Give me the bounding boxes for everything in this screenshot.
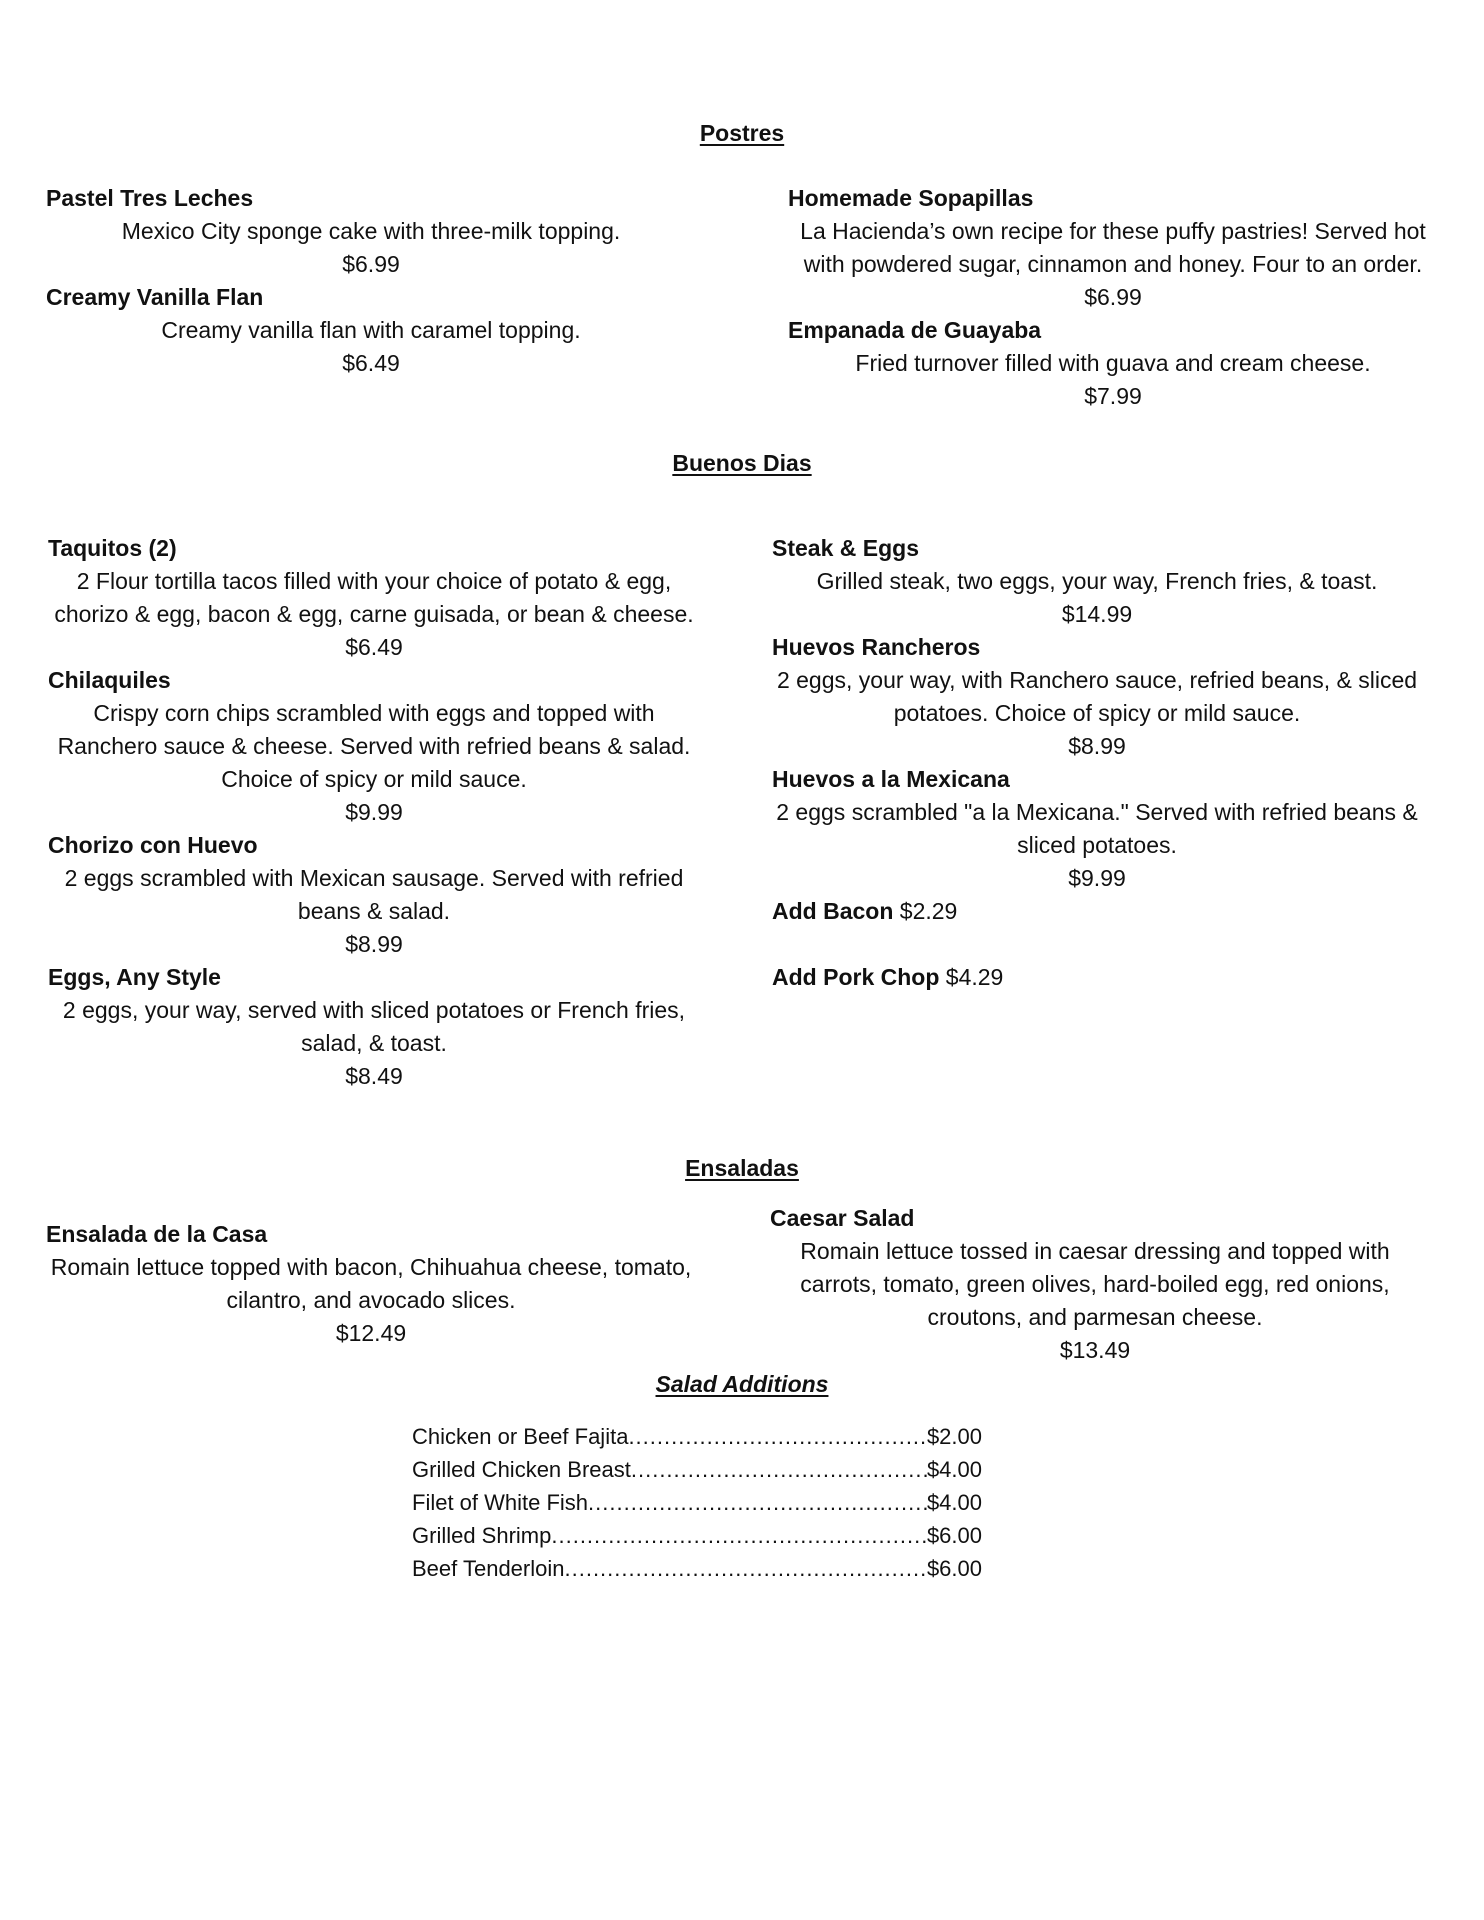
item-price: $8.99 <box>1068 733 1126 759</box>
item-description: Romain lettuce topped with bacon, Chihuahua cheese, tomato, cilantro, and avocado slices. <box>50 1254 692 1313</box>
dot-leader <box>588 1486 927 1519</box>
section-title-buenos-dias: Buenos Dias <box>672 450 812 476</box>
menu-item <box>48 829 700 961</box>
item-description: Fried turnover filled with guava and cream cheese. <box>855 350 1371 376</box>
item-description: 2 eggs scrambled with Mexican sausage. Served with refried beans & salad. <box>64 865 684 924</box>
item-price: $14.99 <box>1061 601 1133 627</box>
item-description: Grilled steak, two eggs, your way, French fries, & toast. <box>816 568 1378 594</box>
addition-name: Chicken or Beef Fajita <box>412 1424 629 1449</box>
item-description: Romain lettuce tossed in caesar dressing and topped with carrots, tomato, green olives, hard-boiled egg, red onions, croutons, and parmesan cheese. <box>800 1238 1390 1330</box>
section-title-salad-additions: Salad Additions <box>655 1371 829 1397</box>
item-price: $8.99 <box>345 931 403 957</box>
menu-item <box>48 664 700 829</box>
addition-name: Grilled Shrimp <box>412 1523 552 1548</box>
addition-price: $4.00 <box>926 1457 982 1482</box>
addon-name: Add Bacon <box>772 898 894 924</box>
item-name: Huevos a la Mexicana <box>772 766 1010 792</box>
item-name: Huevos Rancheros <box>772 634 981 660</box>
item-name: Creamy Vanilla Flan <box>46 284 264 310</box>
item-name: Chilaquiles <box>48 667 171 693</box>
addition-name: Beef Tenderloin <box>412 1556 565 1581</box>
addition-price: $2.00 <box>926 1424 982 1449</box>
section-title-postres: Postres <box>699 120 785 146</box>
item-description: 2 Flour tortilla tacos filled with your choice of potato & egg, chorizo & egg, bacon & egg, carne guisada, or bean & cheese. <box>54 568 694 627</box>
list-item <box>412 1552 982 1585</box>
addon-price: $2.29 <box>899 898 958 924</box>
dot-leader <box>631 1453 927 1486</box>
item-price: $6.49 <box>345 634 403 660</box>
item-description: Mexico City sponge cake with three-milk topping. <box>121 218 621 244</box>
addition-name: Filet of White Fish <box>412 1490 589 1515</box>
item-price: $6.49 <box>342 350 400 376</box>
addition-price: $6.00 <box>926 1556 982 1581</box>
menu-item <box>48 961 700 1093</box>
item-price: $8.49 <box>345 1063 403 1089</box>
item-description: 2 eggs, your way, with Ranchero sauce, refried beans, & sliced potatoes. Choice of spicy or mild sauce. <box>776 667 1418 726</box>
menu-item <box>46 281 696 380</box>
item-name: Caesar Salad <box>770 1205 915 1231</box>
addon-name: Add Pork Chop <box>772 964 940 990</box>
ensaladas-right-column <box>770 1202 1420 1367</box>
item-name: Taquitos (2) <box>48 535 177 561</box>
item-price: $7.99 <box>1084 383 1142 409</box>
menu-item <box>788 314 1438 413</box>
item-description: Creamy vanilla flan with caramel topping. <box>161 317 581 343</box>
addon-price: $4.29 <box>945 964 1004 990</box>
dot-leader <box>628 1420 927 1453</box>
list-item <box>412 1519 982 1552</box>
item-description: Crispy corn chips scrambled with eggs and topped with Ranchero sauce & cheese. Served with refried beans & salad. Choice of spicy or mild sauce. <box>57 700 691 792</box>
item-price: $13.49 <box>1059 1337 1131 1363</box>
dot-leader <box>551 1519 927 1552</box>
item-description: 2 eggs scrambled "a la Mexicana." Served with refried beans & sliced potatoes. <box>776 799 1418 858</box>
addon-bacon <box>772 895 1422 928</box>
menu-item <box>770 1202 1420 1367</box>
postres-right-column <box>788 182 1438 413</box>
item-price: $6.99 <box>1084 284 1142 310</box>
item-name: Pastel Tres Leches <box>46 185 254 211</box>
list-item <box>412 1420 982 1453</box>
item-price: $9.99 <box>1068 865 1126 891</box>
menu-item <box>788 182 1438 314</box>
list-item <box>412 1486 982 1519</box>
item-price: $6.99 <box>342 251 400 277</box>
item-name: Homemade Sopapillas <box>788 185 1034 211</box>
ensaladas-left-column <box>46 1218 696 1350</box>
salad-additions-list <box>412 1420 982 1585</box>
addition-name: Grilled Chicken Breast <box>412 1457 631 1482</box>
addition-price: $6.00 <box>926 1523 982 1548</box>
postres-left-column <box>46 182 696 380</box>
buenos-dias-left-column <box>48 532 700 1093</box>
menu-item <box>772 631 1422 763</box>
menu-item <box>46 1218 696 1350</box>
item-name: Chorizo con Huevo <box>48 832 258 858</box>
menu-item <box>48 532 700 664</box>
item-price: $9.99 <box>345 799 403 825</box>
menu-item <box>46 182 696 281</box>
item-description: 2 eggs, your way, served with sliced potatoes or French fries, salad, & toast. <box>62 997 686 1056</box>
item-description: La Hacienda’s own recipe for these puffy pastries! Served hot with powdered sugar, cinnamon and honey. Four to an order. <box>800 218 1426 277</box>
menu-item <box>772 763 1422 895</box>
dot-leader <box>565 1552 927 1585</box>
item-name: Ensalada de la Casa <box>46 1221 268 1247</box>
buenos-dias-right-column <box>772 532 1422 994</box>
item-name: Eggs, Any Style <box>48 964 221 990</box>
list-item <box>412 1453 982 1486</box>
section-title-ensaladas: Ensaladas <box>685 1155 799 1181</box>
item-name: Steak & Eggs <box>772 535 919 561</box>
menu-item <box>772 532 1422 631</box>
item-price: $12.49 <box>335 1320 407 1346</box>
addition-price: $4.00 <box>926 1490 982 1515</box>
addon-pork-chop <box>772 961 1422 994</box>
item-name: Empanada de Guayaba <box>788 317 1042 343</box>
